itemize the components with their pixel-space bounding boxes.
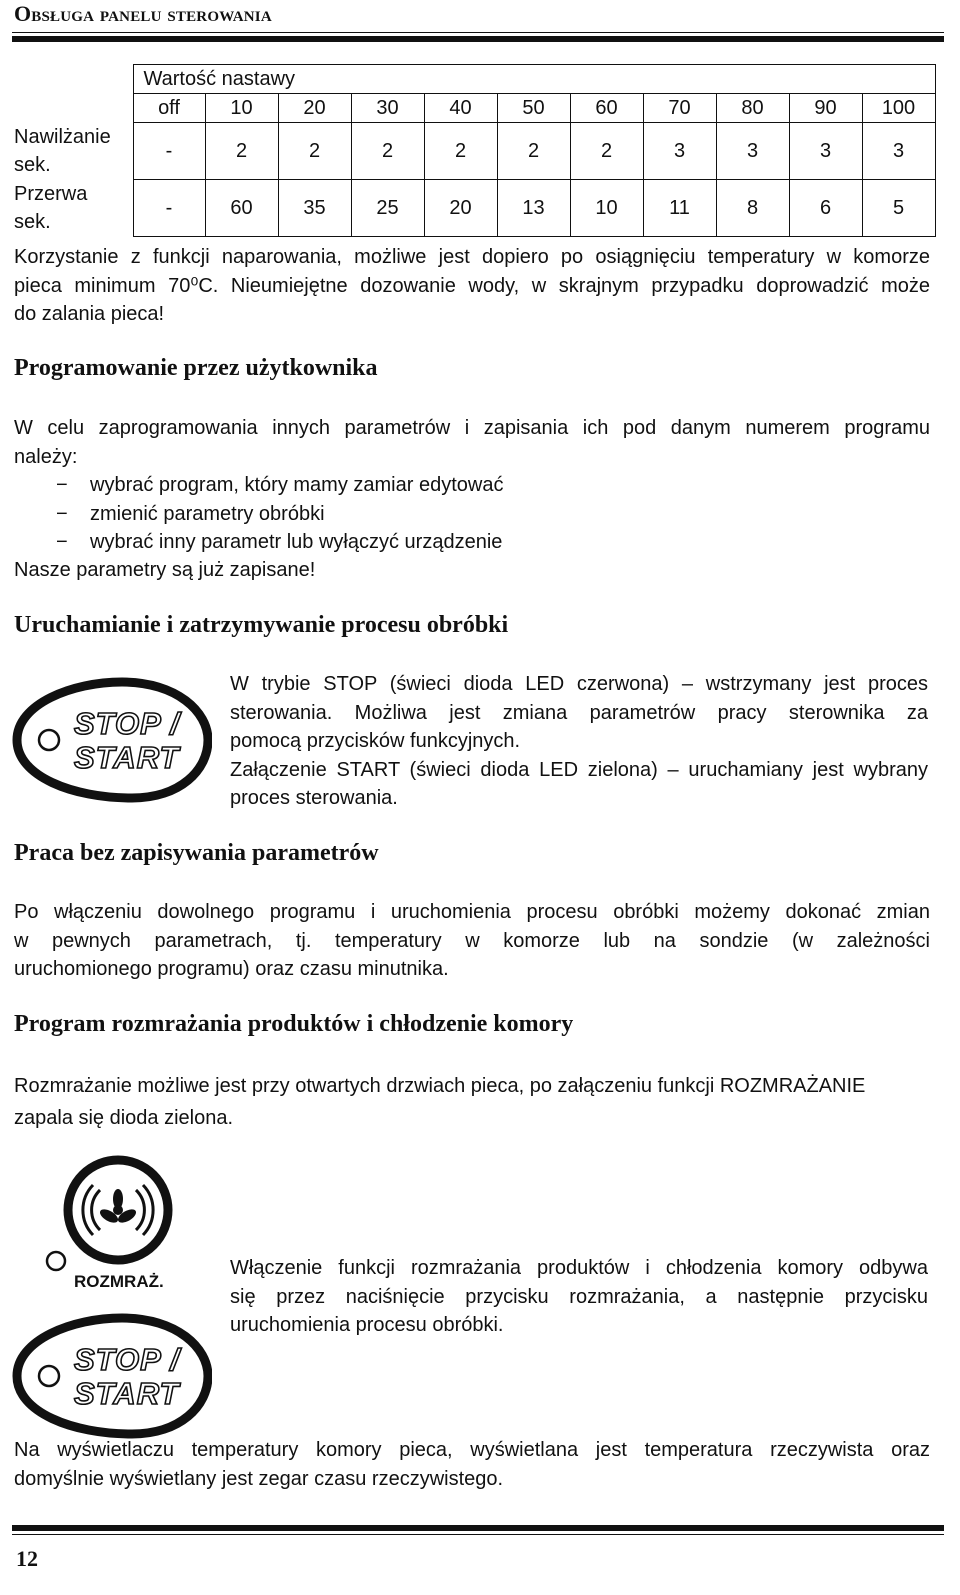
level-cell: 30 xyxy=(351,94,424,123)
level-cell: 80 xyxy=(716,94,789,123)
value-cell: 6 xyxy=(789,180,862,237)
value-cell: 2 xyxy=(424,123,497,180)
value-cell: 3 xyxy=(789,123,862,180)
value-cell: - xyxy=(133,180,205,237)
value-cell: 11 xyxy=(643,180,716,237)
stop-start-label-top: STOP / xyxy=(74,1342,180,1377)
table-row-pause xyxy=(10,180,935,237)
level-cell: 90 xyxy=(789,94,862,123)
stop-start-label-bottom: START xyxy=(74,740,180,775)
value-cell: 60 xyxy=(205,180,278,237)
display-note: Na wyświetlaczu temperatury komory pieca, wyświetlana jest temperatura rzeczywista oraz domyślnie wyświetlany jest zegar czasu rzeczywistego. xyxy=(14,1439,930,1490)
value-cell: 2 xyxy=(497,123,570,180)
stop-start-button-icon xyxy=(12,676,212,804)
level-cell: 70 xyxy=(643,94,716,123)
row-label-humidification: Nawilżanie sek. xyxy=(14,125,111,176)
level-cell: 10 xyxy=(205,94,278,123)
heading-no-save: Praca bez zapisywania parametrów xyxy=(14,840,379,866)
level-cell: 50 xyxy=(497,94,570,123)
value-cell: 20 xyxy=(424,180,497,237)
value-cell: 3 xyxy=(716,123,789,180)
defrost-intro: Rozmrażanie możliwe jest przy otwartych drzwiach pieca, po załączeniu funkcji ROZMRAŻANIE zapala się dioda zielona. xyxy=(14,1075,866,1129)
programming-intro: W celu zaprogramowania innych parametrów i zapisania ich pod danym numerem programu należy: xyxy=(14,417,930,468)
value-cell: 3 xyxy=(862,123,935,180)
row-label-pause: Przerwa sek. xyxy=(14,182,88,233)
level-cell: 100 xyxy=(862,94,935,123)
defrost-text: Włączenie funkcji rozmrażania produktów i chłodzenia komory odbywa się przez naciśnięcie przycisku rozmrażania, a następnie przycisku uruchomienia procesu obróbki. xyxy=(230,1257,928,1336)
list-item: − wybrać program, który mamy zamiar edytować xyxy=(56,474,504,496)
settings-table-title: Wartość nastawy xyxy=(133,65,935,94)
defrost-button-icon xyxy=(40,1155,190,1295)
level-cell: 40 xyxy=(424,94,497,123)
stop-start-button-icon-2 xyxy=(12,1312,212,1440)
defrost-label: ROZMRAŻ. xyxy=(74,1272,164,1291)
value-cell: 8 xyxy=(716,180,789,237)
stop-start-label-top: STOP / xyxy=(74,706,180,741)
page-header-title: Obsługa panelu sterowania xyxy=(14,1,272,26)
value-cell: 3 xyxy=(643,123,716,180)
stop-start-label-bottom: START xyxy=(74,1376,180,1411)
level-cell: 20 xyxy=(278,94,351,123)
page-number: 12 xyxy=(16,1546,38,1571)
value-cell: 25 xyxy=(351,180,424,237)
value-cell: - xyxy=(133,123,205,180)
no-save-text: Po włączeniu dowolnego programu i uruchomienia procesu obróbki możemy dokonać zmian w pewnych parametrach, tj. temperatury w komorze lub na sondzie (w zależności uruchomionego programu) oraz czasu minutnika. xyxy=(14,901,930,980)
footer-rule-thick xyxy=(12,1525,944,1531)
value-cell: 35 xyxy=(278,180,351,237)
value-cell: 5 xyxy=(862,180,935,237)
level-cell: off xyxy=(133,94,205,123)
value-cell: 2 xyxy=(205,123,278,180)
value-cell: 13 xyxy=(497,180,570,237)
heading-programming: Programowanie przez użytkownika xyxy=(14,355,378,381)
value-cell: 2 xyxy=(278,123,351,180)
heading-defrost: Program rozmrażania produktów i chłodzenie komory xyxy=(14,1011,574,1037)
programming-outro: Nasze parametry są już zapisane! xyxy=(14,559,316,581)
settings-table xyxy=(10,64,936,237)
header-rule-thick xyxy=(12,36,944,42)
value-cell: 10 xyxy=(570,180,643,237)
table-row-humidification xyxy=(10,123,935,180)
footer-rule-thin xyxy=(12,1534,944,1535)
programming-steps xyxy=(56,471,503,557)
level-cell: 60 xyxy=(570,94,643,123)
value-cell: 2 xyxy=(570,123,643,180)
heading-start-stop: Uruchamianie i zatrzymywanie procesu obróbki xyxy=(14,612,509,638)
start-stop-text: W trybie STOP (świeci dioda LED czerwona) – wstrzymany jest proces sterowania. Możliwa jest zmiana parametrów pracy sterownika za pomocą przycisków funkcyjnych. Załączenie START (świeci dioda LED zielona) – uruchamiany jest wybrany proces sterowania. xyxy=(230,673,928,809)
steam-note: Korzystanie z funkcji naparowania, możliwe jest dopiero po osiągnięciu temperatury w komorze pieca minimum 70⁰C. Nieumiejętne dozowanie wody, w skrajnym przypadku doprowadzić może do zalania pieca! xyxy=(14,246,930,325)
value-cell: 2 xyxy=(351,123,424,180)
header-rule-thin xyxy=(12,32,944,33)
list-item: − zmienić parametry obróbki xyxy=(56,502,325,525)
list-item: − wybrać inny parametr lub wyłączyć urządzenie xyxy=(56,531,503,553)
